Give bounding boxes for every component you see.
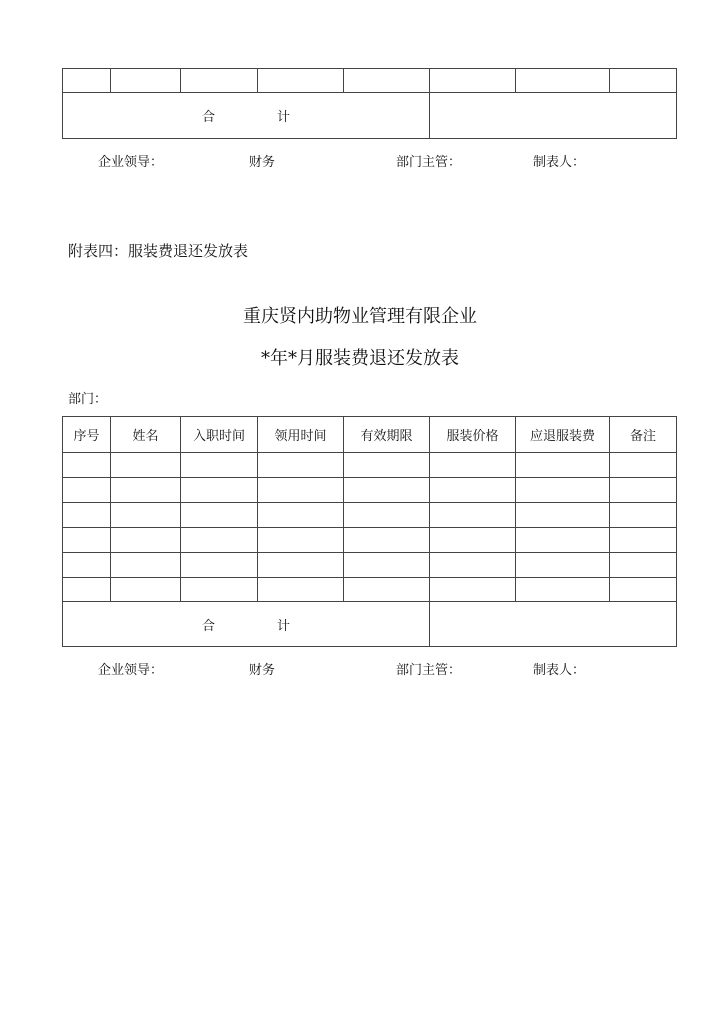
table-row	[63, 553, 677, 578]
table-row	[63, 69, 677, 93]
summary-label-cell	[63, 93, 430, 139]
summary-label-part2: 计	[277, 618, 291, 634]
table-row	[63, 528, 677, 553]
signature-finance: 财务	[249, 155, 276, 170]
header-row	[63, 417, 677, 453]
header-cell: 领用时间	[258, 417, 344, 453]
signature-leader: 企业领导：	[98, 663, 164, 678]
summary-value-cell	[430, 93, 677, 139]
signature-preparer: 制表人：	[533, 155, 586, 170]
header-cell: 应退服装费	[516, 417, 610, 453]
clothing-fee-table	[62, 416, 677, 647]
table-row	[63, 453, 677, 478]
signature-finance: 财务	[249, 663, 276, 678]
summary-value-cell	[430, 602, 677, 647]
department-label: 部门：	[68, 392, 108, 407]
summary-row	[63, 93, 677, 139]
signature-leader: 企业领导：	[98, 155, 164, 170]
header-cell: 有效期限	[344, 417, 430, 453]
summary-label-cell	[63, 602, 430, 647]
signature-dept-head: 部门主管：	[396, 155, 462, 170]
summary-label-part2: 计	[277, 110, 291, 125]
header-cell: 服装价格	[430, 417, 516, 453]
summary-label-part1: 合	[201, 110, 215, 125]
header-cell: 入职时间	[181, 417, 258, 453]
form-title: *年*月服装费退还发放表	[261, 348, 459, 369]
appendix-label: 附表四：服装费退还发放表	[68, 242, 249, 260]
header-cell: 备注	[610, 417, 677, 453]
company-title: 重庆贤内助物业管理有限企业	[243, 306, 477, 327]
signature-preparer: 制表人：	[533, 663, 586, 678]
table-row	[63, 478, 677, 503]
header-cell: 序号	[63, 417, 111, 453]
previous-table-fragment	[62, 68, 677, 139]
signature-dept-head: 部门主管：	[396, 663, 462, 678]
table-row	[63, 578, 677, 602]
header-cell: 姓名	[111, 417, 181, 453]
summary-row	[63, 602, 677, 647]
summary-label-part1: 合	[201, 618, 215, 634]
table-row	[63, 503, 677, 528]
